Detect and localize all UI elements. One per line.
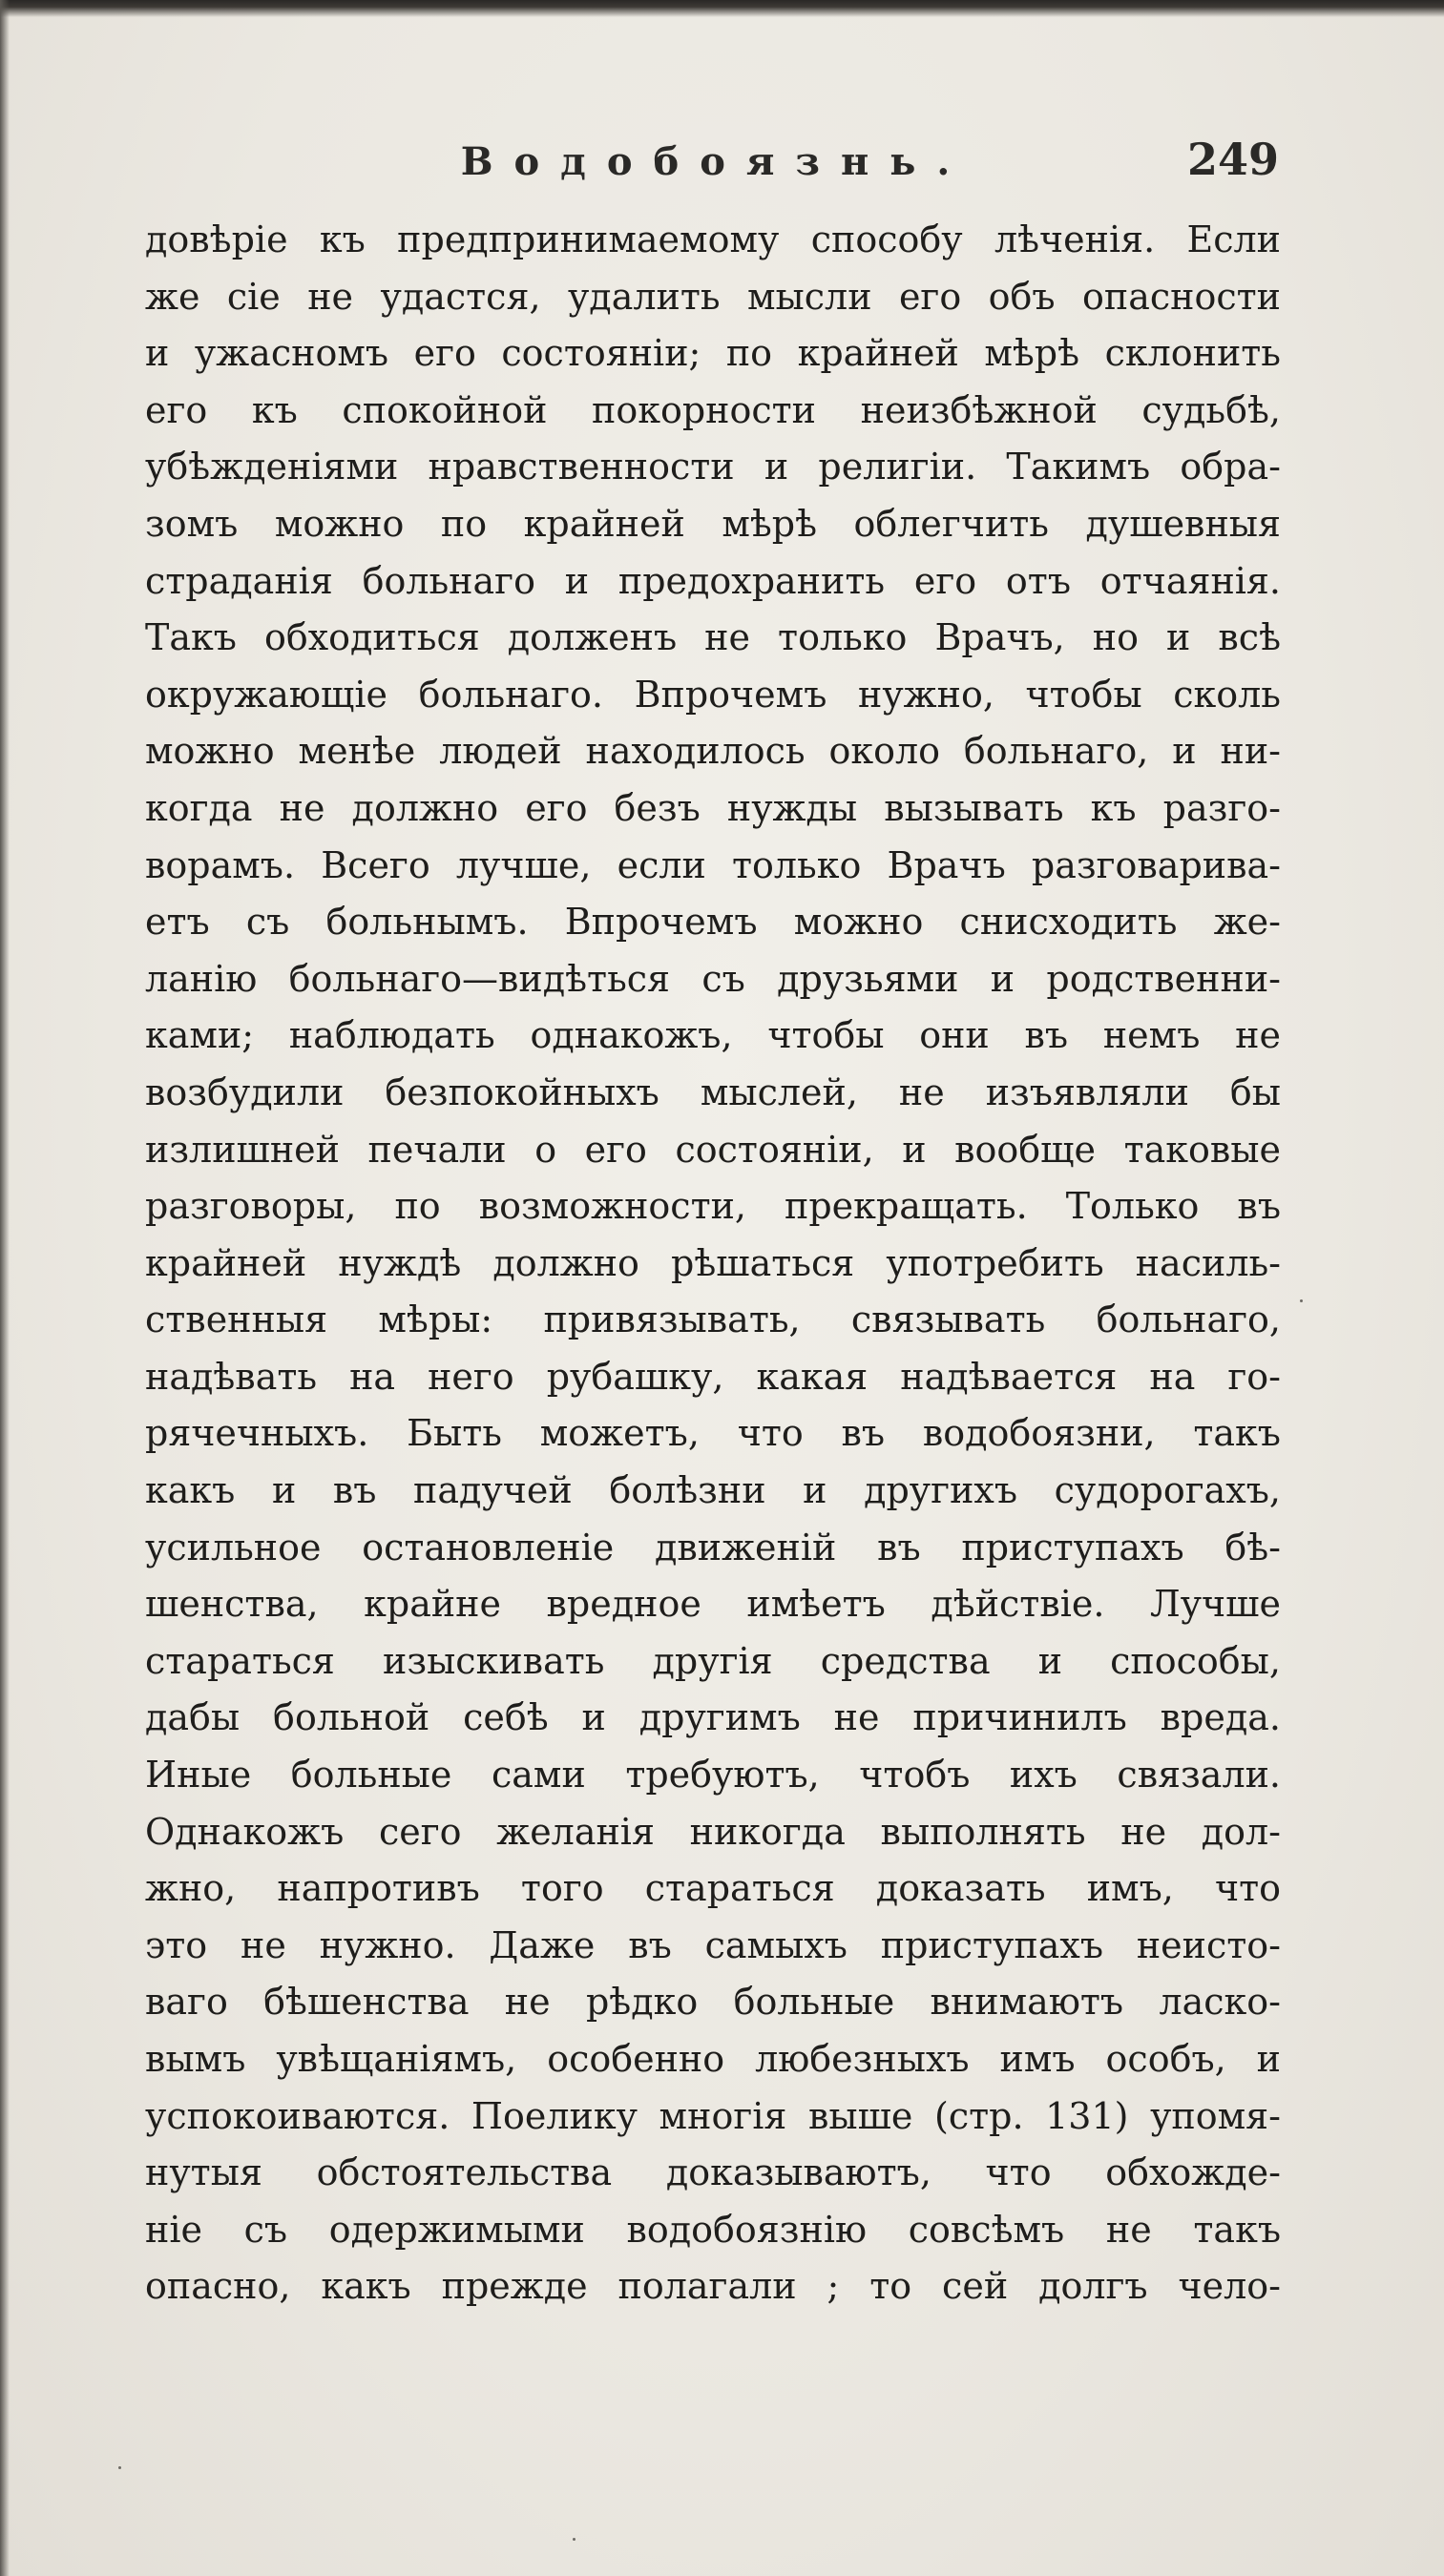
- running-title: Водобоязнь.: [460, 139, 972, 184]
- text-line: довѣріе къ предпринимаемому способу лѣченія. Если: [145, 218, 1281, 260]
- text-line: надѣвать на него рубашку, какая надѣвается на го-: [145, 1355, 1281, 1398]
- text-line: же сіе не удастся, удалить мысли его объ опасности: [145, 275, 1281, 318]
- text-line: успокоиваются. Поелику многія выше (стр. 131) упомя-: [145, 2094, 1281, 2137]
- text-line: ніе съ одержимыми водобоязнію совсѣмъ не такъ: [145, 2208, 1281, 2251]
- text-line: ками; наблюдать однакожъ, чтобы они въ немъ не: [145, 1014, 1281, 1057]
- text-line: Такъ обходиться долженъ не только Врачъ, но и всѣ: [145, 616, 1281, 659]
- paper-speck: [573, 2538, 576, 2541]
- text-line: ваго бѣшенства не рѣдко больные внимаютъ ласко-: [145, 1981, 1281, 2024]
- page-top-shadow: [0, 0, 1444, 17]
- text-line: крайней нуждѣ должно рѣшаться употребить насиль-: [145, 1241, 1281, 1284]
- text-line: какъ и въ падучей болѣзни и другихъ судорогахъ,: [145, 1469, 1281, 1512]
- text-line: жно, напротивъ того стараться доказать имъ, что: [145, 1867, 1281, 1910]
- text-line: дабы больной себѣ и другимъ не причинилъ вреда.: [145, 1696, 1281, 1739]
- text-line: Иные больные сами требуютъ, чтобъ ихъ связали.: [145, 1754, 1281, 1797]
- page-left-shadow: [0, 0, 10, 2576]
- text-line: ственныя мѣры: привязывать, связывать больнаго,: [145, 1298, 1281, 1341]
- text-line: стараться изыскивать другія средства и способы,: [145, 1639, 1281, 1682]
- page-number: 249: [1186, 134, 1279, 185]
- text-line: ланію больнаго—видѣться съ друзьями и родственни-: [145, 957, 1281, 1000]
- body-text: [145, 212, 1281, 2316]
- running-header: [143, 134, 1288, 200]
- text-line: нутыя обстоятельства доказываютъ, что обхожде-: [145, 2151, 1281, 2194]
- text-line: зомъ можно по крайней мѣрѣ облегчить душевныя: [145, 502, 1281, 545]
- text-line: разговоры, по возможности, прекращать. Только въ: [145, 1185, 1281, 1228]
- paper-speck: [118, 2466, 121, 2469]
- text-line: возбудили безпокойныхъ мыслей, не изъявляли бы: [145, 1070, 1281, 1113]
- text-line: можно менѣе людей находилось около больнаго, и ни-: [145, 730, 1281, 773]
- text-line: Однакожъ сего желанія никогда выполнять не дол-: [145, 1810, 1281, 1853]
- text-line: етъ съ больнымъ. Впрочемъ можно снисходить же-: [145, 901, 1281, 944]
- text-line: рячечныхъ. Быть можетъ, что въ водобоязни, такъ: [145, 1412, 1281, 1455]
- text-line: вымъ увѣщаніямъ, особенно любезныхъ имъ особъ, и: [145, 2038, 1281, 2080]
- text-line: опасно, какъ прежде полагали ; то сей долгъ чело-: [145, 2265, 1281, 2308]
- text-line: его къ спокойной покорности неизбѣжной судьбѣ,: [145, 388, 1281, 431]
- text-line: страданія больнаго и предохранить его отъ отчаянія.: [145, 559, 1281, 602]
- paper-speck: [1300, 1299, 1303, 1302]
- text-line: окружающіе больнаго. Впрочемъ нужно, чтобы сколь: [145, 673, 1281, 716]
- text-line: излишней печали о его состояніи, и вообще таковые: [145, 1128, 1281, 1171]
- text-line: и ужасномъ его состояніи; по крайней мѣрѣ склонить: [145, 332, 1281, 375]
- text-line: ворамъ. Всего лучше, если только Врачъ разговарива-: [145, 843, 1281, 886]
- text-line: усильное остановленіе движеній въ приступахъ бѣ-: [145, 1526, 1281, 1568]
- text-line: это не нужно. Даже въ самыхъ приступахъ неисто-: [145, 1923, 1281, 1966]
- text-line: убѣжденіями нравственности и религіи. Такимъ обра-: [145, 446, 1281, 488]
- text-line: когда не должно его безъ нужды вызывать къ разго-: [145, 786, 1281, 829]
- text-line: шенства, крайне вредное имѣетъ дѣйствіе. Лучше: [145, 1583, 1281, 1626]
